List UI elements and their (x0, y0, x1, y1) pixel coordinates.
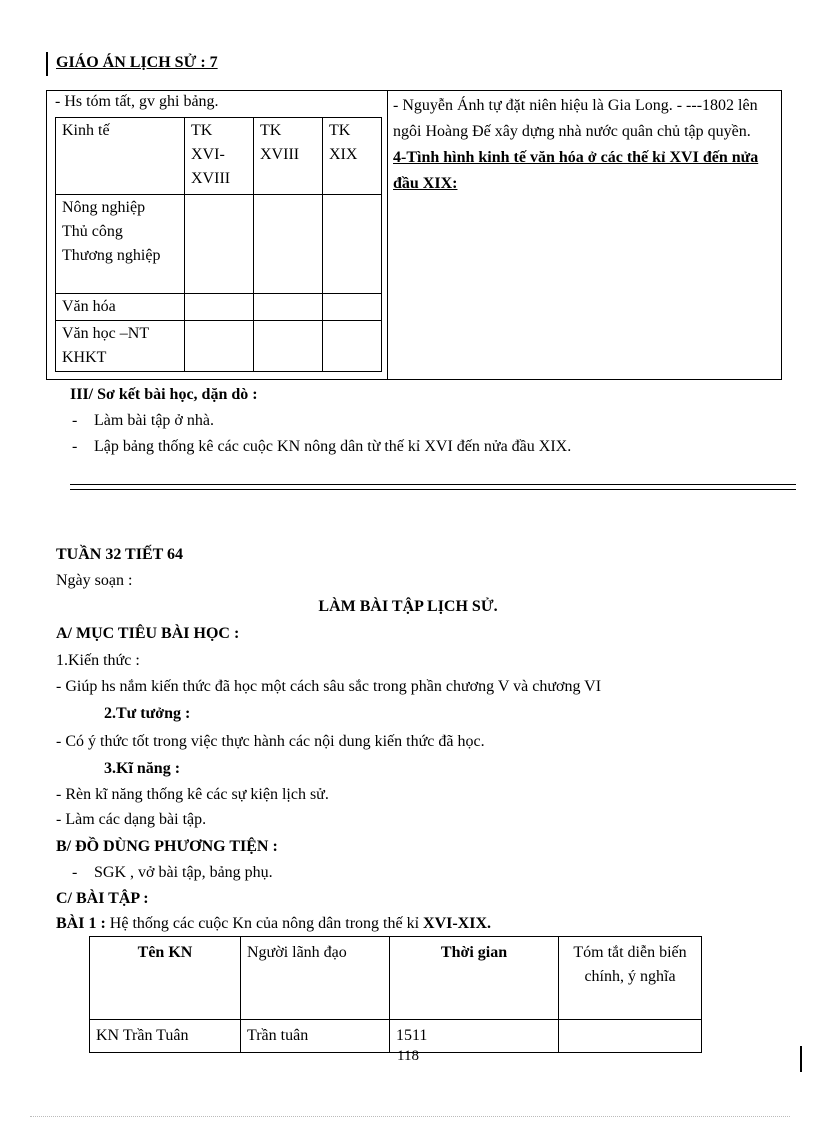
table-row (56, 118, 382, 195)
list-item: - SGK , vở bài tập, bảng phụ. (72, 864, 273, 881)
row-label (56, 321, 185, 372)
exercise-text-bold: XVI-XIX. (423, 915, 492, 932)
table-cell: KN Trần Tuân (90, 1020, 241, 1053)
top-lesson-table (46, 90, 782, 380)
table-row (56, 294, 382, 321)
row-label (56, 195, 185, 294)
margin-bar (800, 1046, 802, 1072)
header-cell: Tóm tắt diễn biến chính, ý nghĩa (559, 937, 702, 1020)
uprising-table (89, 936, 702, 1053)
list-item-text: Làm bài tập ở nhà. (94, 412, 214, 429)
table-cell: Trần tuân (241, 1020, 390, 1053)
page-header-title: GIÁO ÁN LỊCH SỬ : 7 (56, 54, 218, 71)
week-line: TUẦN 32 TIẾT 64 (56, 546, 183, 563)
header-cell: Thời gian (390, 937, 559, 1020)
right-text (393, 93, 773, 197)
table-row (56, 321, 382, 372)
header-cell: Kinh tế (56, 118, 185, 195)
right-paragraph: - Nguyễn Ánh tự đặt niên hiệu là Gia Long. - ---1802 lên ngôi Hoàng Đế xây dựng nhà nước quân chủ tập quyền. (393, 97, 758, 140)
margin-bar (46, 52, 48, 76)
list-item-text: Lập bảng thống kê các cuộc KN nông dân từ thế kỉ XVI đến nửa đầu XIX. (94, 438, 572, 455)
header-cell: Người lãnh đạo (241, 937, 390, 1020)
header-cell: TK XVIII (254, 118, 323, 195)
list-item-text: SGK , vở bài tập, bảng phụ. (94, 864, 273, 881)
attitude-heading: 2.Tư tưởng : (104, 705, 191, 722)
footer-divider (30, 1116, 790, 1117)
divider (70, 484, 796, 485)
left-column (47, 91, 388, 379)
row-label-text: KHKT (62, 349, 107, 366)
exercise-label: BÀI 1 : (56, 915, 106, 932)
lesson-title: LÀM BÀI TẬP LỊCH SỬ. (318, 598, 498, 615)
table-row (90, 937, 702, 1020)
row-label: Văn hóa (56, 294, 185, 321)
skill-text: - Làm các dạng bài tập. (56, 811, 207, 828)
skill-text: - Rèn kĩ năng thống kê các sự kiện lịch sử. (56, 786, 329, 803)
summary-title: III/ Sơ kết bài học, dặn dò : (70, 386, 258, 403)
page-number: 118 (397, 1048, 419, 1064)
header-cell: Tên KN (90, 937, 241, 1020)
header-cell: TK XIX (323, 118, 382, 195)
attitude-text: - Có ý thức tốt trong việc thực hành các nội dung kiến thức đã học. (56, 733, 485, 750)
section-c: C/ BÀI TẬP : (56, 890, 149, 907)
right-heading: 4-Tình hình kinh tế văn hóa ở các thế kỉ XVI đến nửa đầu XIX: (393, 149, 759, 192)
knowledge-heading: 1.Kiến thức : (56, 652, 140, 669)
row-label-text: Thủ công (62, 223, 123, 240)
section-a: A/ MỤC TIÊU BÀI HỌC : (56, 625, 240, 642)
list-item: - Làm bài tập ở nhà. (72, 412, 214, 429)
list-item: - Lập bảng thống kê các cuộc KN nông dân từ thế kỉ XVI đến nửa đầu XIX. (72, 438, 572, 455)
row-label-text: Văn học –NT (62, 325, 150, 342)
date-label: Ngày soạn : (56, 572, 133, 589)
knowledge-text: - Giúp hs nắm kiến thức đã học một cách sâu sắc trong phần chương V và chương VI (56, 678, 602, 695)
right-column (387, 91, 781, 379)
table-row (56, 195, 382, 294)
divider (70, 489, 796, 490)
table-cell: 1511 (390, 1020, 559, 1053)
exercise-text: Hệ thống các cuộc Kn của nông dân trong thế kỉ (109, 915, 424, 932)
skill-heading: 3.Kĩ năng : (104, 760, 181, 777)
exercise-1 (56, 915, 491, 933)
row-label-text: Thương nghiệp (62, 247, 161, 264)
header-cell: TK XVI-XVIII (185, 118, 254, 195)
section-b: B/ ĐỒ DÙNG PHƯƠNG TIỆN : (56, 838, 278, 855)
row-label-text: Nông nghiệp (62, 199, 146, 216)
economy-table (55, 117, 382, 372)
left-intro: - Hs tóm tất, gv ghi bảng. (55, 93, 219, 110)
